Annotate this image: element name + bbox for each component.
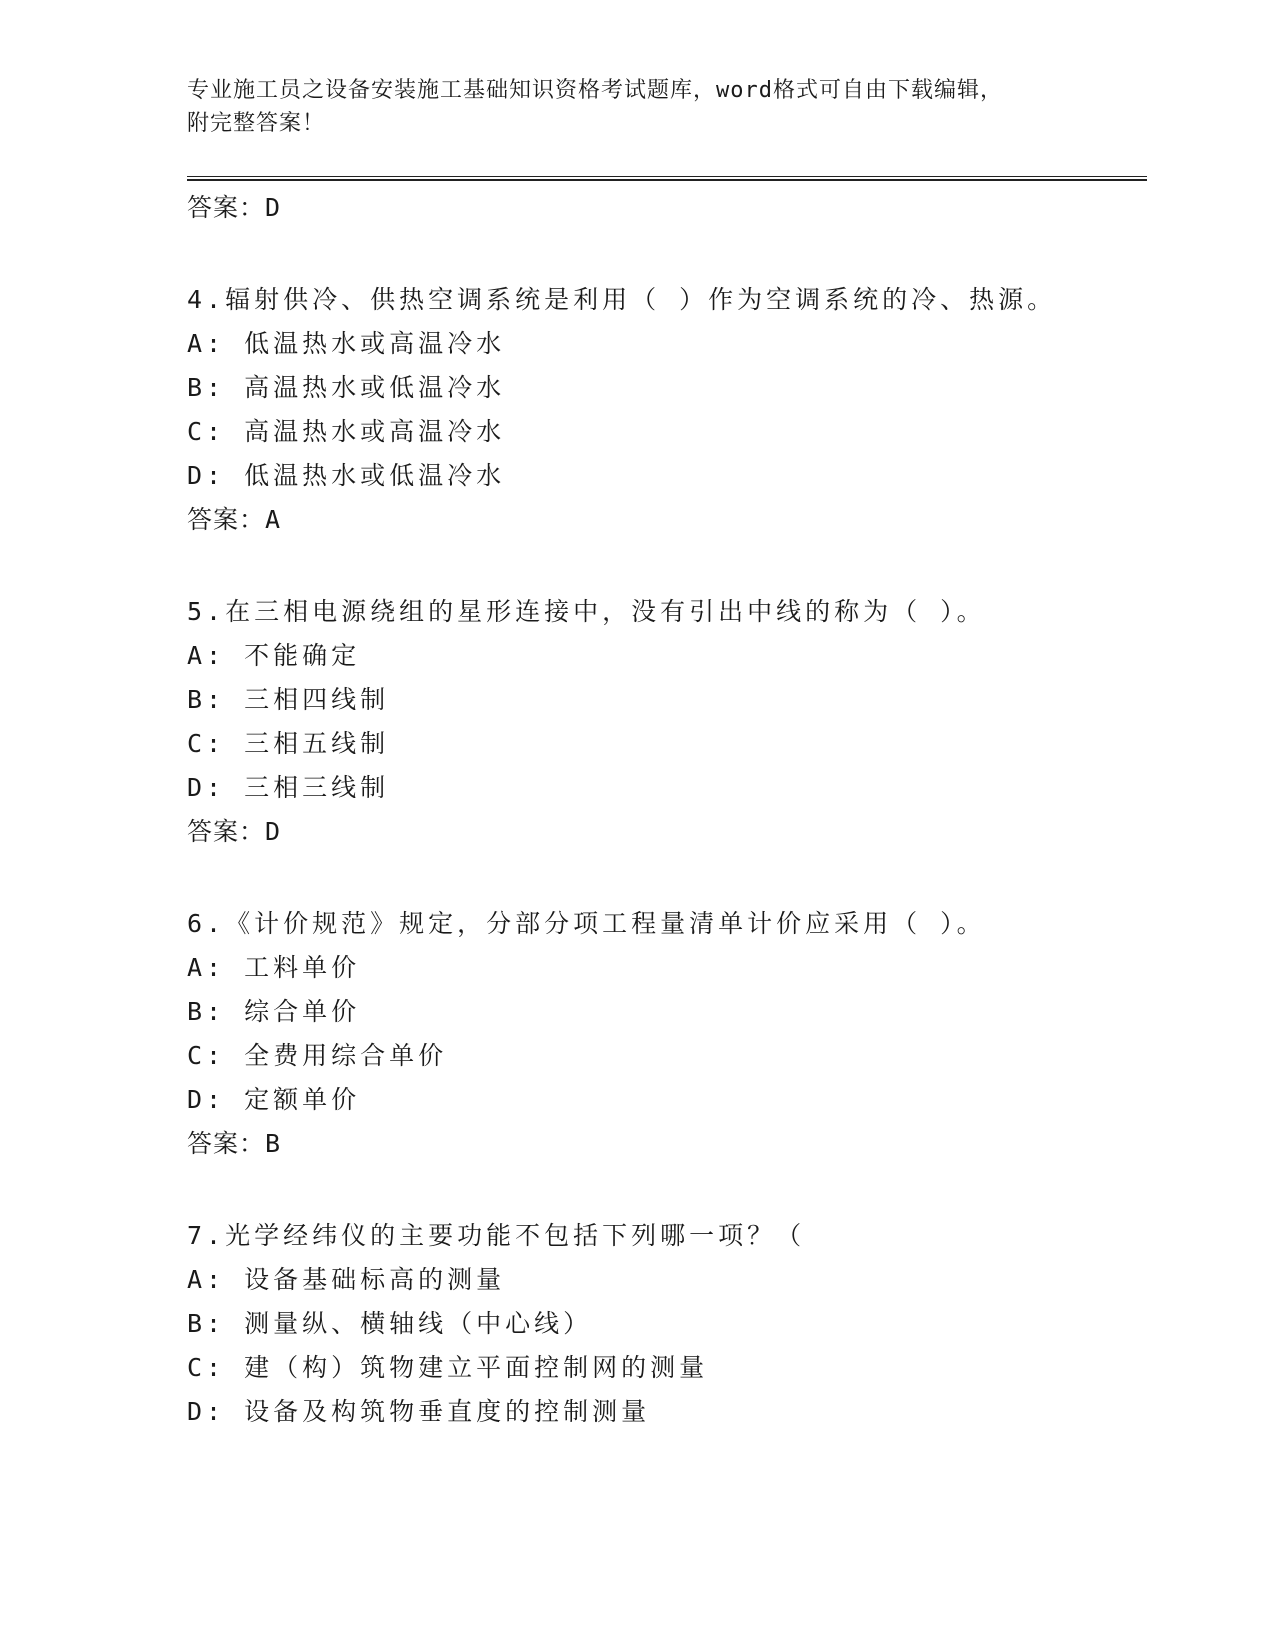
answer-label: 答案： [187,193,266,222]
header-line-1: 专业施工员之设备安装施工基础知识资格考试题库，word格式可自由下载编辑， [187,78,1003,103]
option-d: D: 设备及构筑物垂直度的控制测量 [187,1397,651,1426]
option-c: C: 高温热水或高温冷水 [187,417,506,446]
question-answer [187,817,281,847]
option-a: A: 不能确定 [187,641,361,670]
option-c: C: 三相五线制 [187,729,390,758]
option-c: C: 建（构）筑物建立平面控制网的测量 [187,1353,709,1382]
option-d: D: 低温热水或低温冷水 [187,461,506,490]
answer-label: 答案： [187,817,266,846]
option-d: D: 三相三线制 [187,773,390,802]
answer-value: D [265,817,282,846]
option-c: C: 全费用综合单价 [187,1041,448,1070]
option-a: A: 工料单价 [187,953,361,982]
answer-value: D [265,193,282,222]
answer-label: 答案： [187,1129,266,1158]
question-stem: 6.《计价规范》规定，分部分项工程量清单计价应采用（ ）。 [187,909,986,938]
question-stem: 7.光学经纬仪的主要功能不包括下列哪一项？（ [187,1221,806,1250]
answer-value: A [265,505,282,534]
option-b: B: 综合单价 [187,997,361,1026]
header-divider [187,176,1147,181]
answer-label: 答案： [187,505,266,534]
answer-value: B [265,1129,282,1158]
option-a: A: 低温热水或高温冷水 [187,329,506,358]
option-d: D: 定额单价 [187,1085,361,1114]
previous-answer [187,193,281,223]
option-b: B: 三相四线制 [187,685,390,714]
question-answer [187,505,281,535]
option-a: A: 设备基础标高的测量 [187,1265,506,1294]
question-answer [187,1129,281,1159]
question-stem: 4.辐射供冷、供热空调系统是利用（ ）作为空调系统的冷、热源。 [187,285,1057,314]
option-b: B: 测量纵、横轴线（中心线） [187,1309,593,1338]
document-header [187,74,1087,140]
option-b: B: 高温热水或低温冷水 [187,373,506,402]
header-line-2: 附完整答案！ [187,111,326,136]
question-stem: 5.在三相电源绕组的星形连接中，没有引出中线的称为（ ）。 [187,597,986,626]
